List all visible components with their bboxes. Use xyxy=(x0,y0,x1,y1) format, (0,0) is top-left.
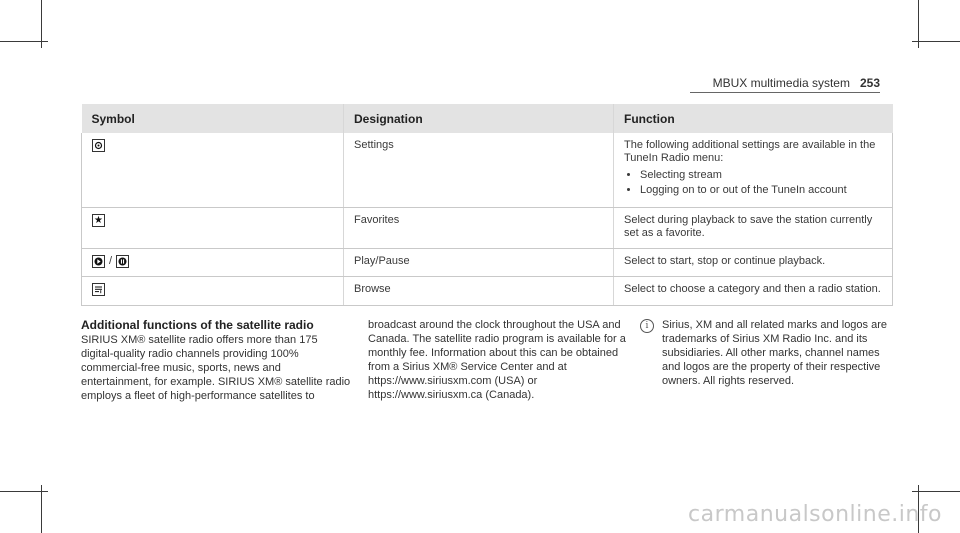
symbol-cell xyxy=(82,277,344,305)
table-row xyxy=(82,133,893,208)
function-cell: Select during playback to save the station currently set as a favorite. xyxy=(614,208,893,249)
table-row xyxy=(82,277,893,305)
designation-cell: Favorites xyxy=(344,208,614,249)
function-text: The following additional settings are available in the TuneIn Radio menu: xyxy=(624,139,876,164)
crop-mark xyxy=(41,485,42,533)
bullet-list xyxy=(624,169,882,197)
symbol-table xyxy=(81,104,893,306)
section-name: MBUX multimedia system xyxy=(712,76,850,90)
designation-cell: Settings xyxy=(344,133,614,208)
section-paragraph: SIRIUS XM® satellite radio offers more than 175 digital-quality radio channels providing 100% commercial-free music, sports, news and entertainment, for example. SIRIUS XM® satellite radio employs a fleet of high-performance satellites to xyxy=(81,334,351,402)
section-heading: Additional functions of the satellite radio xyxy=(81,318,314,332)
play-icon xyxy=(92,255,105,268)
star-icon: ★ xyxy=(92,214,105,227)
note-text: Sirius, XM and all related marks and logos are trademarks of Sirius XM Radio Inc. and its subsidiaries. All other marks, channel names and logos are the property of their respective owners. All rights reserved. xyxy=(662,319,887,387)
function-cell: Select to start, stop or continue playback. xyxy=(614,249,893,277)
crop-mark xyxy=(0,491,48,492)
symbol-cell xyxy=(82,208,344,249)
list-item: • Selecting stream xyxy=(640,169,882,182)
crop-mark xyxy=(912,491,960,492)
designation-cell: Play/Pause xyxy=(344,249,614,277)
symbol-cell xyxy=(82,133,344,208)
browse-icon xyxy=(92,283,105,296)
watermark: carmanualsonline.info xyxy=(688,502,942,527)
crop-mark xyxy=(0,41,48,42)
function-cell xyxy=(614,133,893,208)
page-header xyxy=(713,76,880,90)
pause-icon xyxy=(116,255,129,268)
note-block xyxy=(640,318,892,388)
column-header: Symbol xyxy=(82,104,344,133)
designation-cell: Browse xyxy=(344,277,614,305)
column-header: Function xyxy=(614,104,893,133)
symbol-cell xyxy=(82,249,344,277)
page-number: 253 xyxy=(859,76,880,90)
settings-icon xyxy=(92,139,105,152)
function-cell: Select to choose a category and then a radio station. xyxy=(614,277,893,305)
list-item: • Logging on to or out of the TuneIn account xyxy=(640,184,882,197)
info-icon: i xyxy=(640,319,654,333)
header-rule xyxy=(690,92,880,93)
section-column-2 xyxy=(368,318,630,402)
icon-separator: / xyxy=(109,255,113,267)
column-header: Designation xyxy=(344,104,614,133)
crop-mark xyxy=(912,41,960,42)
table-header-row xyxy=(82,104,893,133)
table-row xyxy=(82,249,893,277)
section-paragraph: broadcast around the clock throughout the USA and Canada. The satellite radio program is available for a monthly fee. Information about this can be obtained from a Sirius XM® Service Center and at https://www.siriusxm.com (USA) or https://www.siriusxm.ca (Canada). xyxy=(368,319,626,401)
section-column-1 xyxy=(81,318,351,403)
table-row xyxy=(82,208,893,249)
